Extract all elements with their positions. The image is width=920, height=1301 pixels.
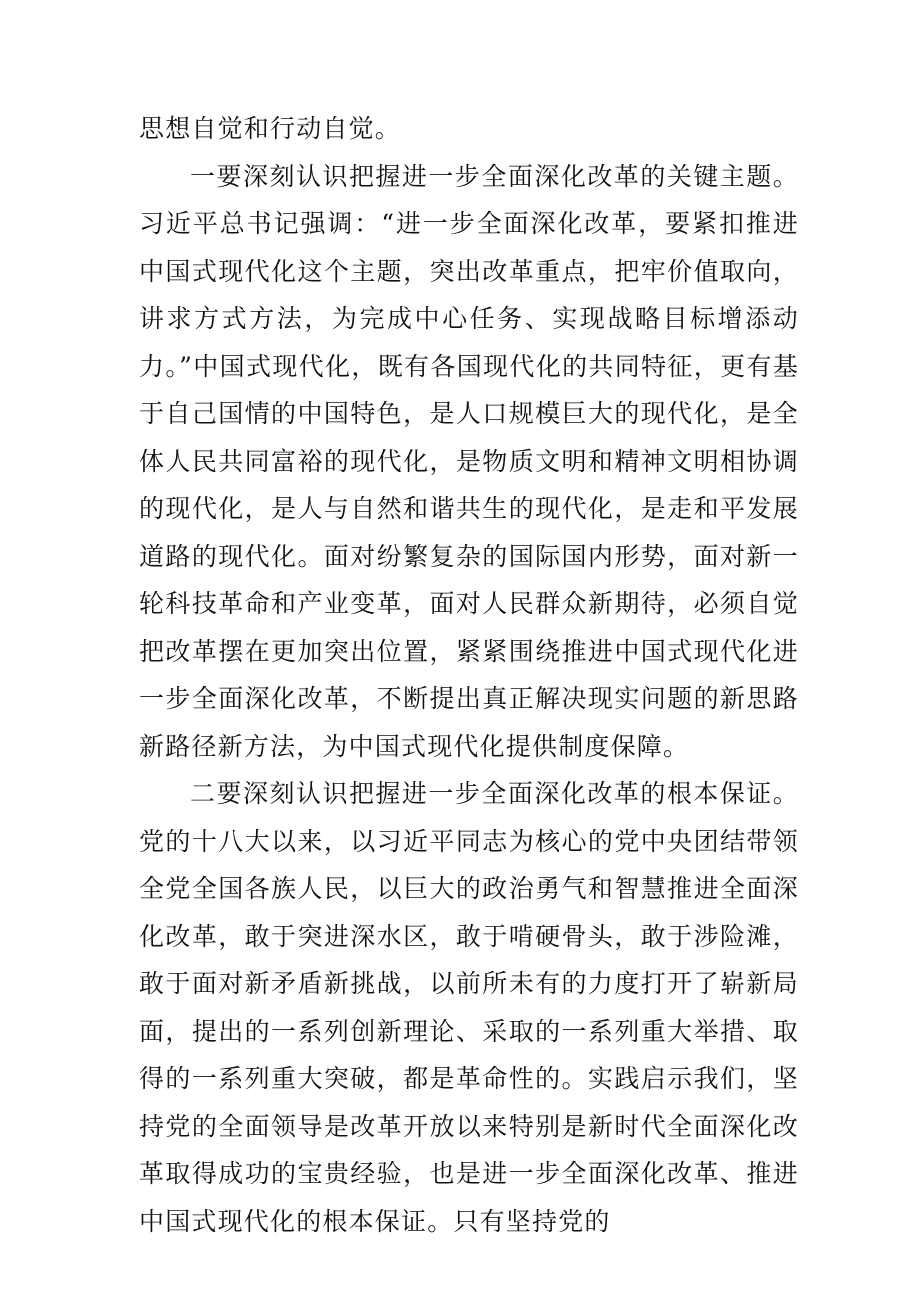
paragraph-key-theme: 一要深刻认识把握进一步全面深化改革的关键主题。习近平总书记强调：“进一步全面深化改革，要紧扣推进中国式现代化这个主题，突出改革重点，把牢价值取向，讲求方式方法，为完成中心任务、实现战略目标增添动力。”中国式现代化，既有各国现代化的共同特征，更有基于自己国情的中国特色，是人口规模巨大的现代化，是全体人民共同富裕的现代化，是物质文明和精神文明相协调的现代化，是人与自然和谐共生的现代化，是走和平发展道路的现代化。面对纷繁复杂的国际国内形势，面对新一轮科技革命和产业变革，面对人民群众新期待，必须自觉把改革摆在更加突出位置，紧紧围绕推进中国式现代化进一步全面深化改革，不断提出真正解决现实问题的新思路新路径新方法，为中国式现代化提供制度保障。 — [139, 161, 799, 761]
document-body — [139, 105, 799, 1245]
paragraph-fundamental-guarantee: 二要深刻认识把握进一步全面深化改革的根本保证。党的十八大以来，以习近平同志为核心的党中央团结带领全党全国各族人民，以巨大的政治勇气和智慧推进全面深化改革，敢于突进深水区，敢于啃硬骨头，敢于涉险滩，敢于面对新矛盾新挑战，以前所未有的力度打开了崭新局面，提出的一系列创新理论、采取的一系列重大举措、取得的一系列重大突破，都是革命性的。实践启示我们，坚持党的全面领导是改革开放以来特别是新时代全面深化改革取得成功的宝贵经验，也是进一步全面深化改革、推进中国式现代化的根本保证。只有坚持党的 — [139, 779, 799, 1236]
paragraph-continuation: 思想自觉和行动自觉。 — [139, 114, 402, 143]
